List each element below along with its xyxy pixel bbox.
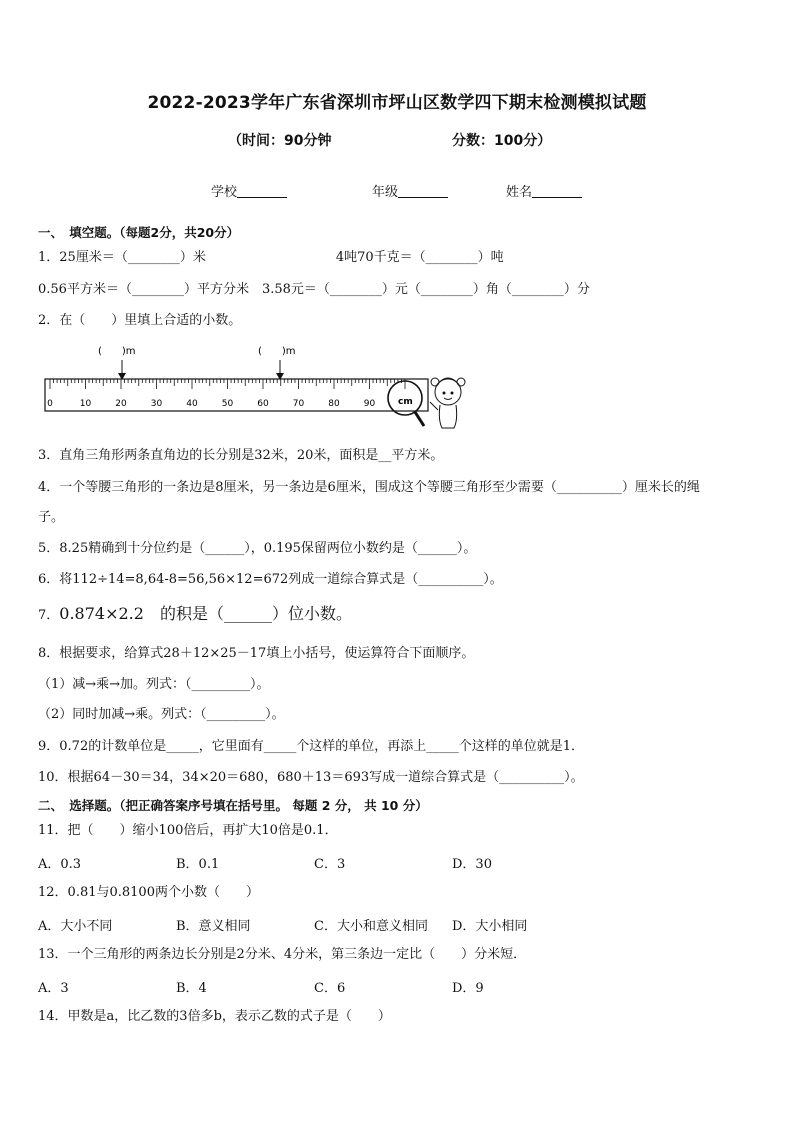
ruler-figure <box>40 340 480 435</box>
ruler-tick-label: 10 <box>79 399 92 409</box>
school-blank <box>237 183 287 198</box>
q13-option-d: D．9 <box>452 981 484 996</box>
name-field <box>506 181 582 200</box>
question-1b: 0.56平方米＝（________）平方分米 3.58元＝（________）元（________）角（________）分 <box>38 282 590 297</box>
ruler-tick-label: 90 <box>363 399 376 409</box>
grade-field <box>372 181 448 200</box>
magnifier-handle <box>415 412 424 426</box>
question-7-expression: 0.874×2.2 的积是（______）位小数。 <box>59 604 352 623</box>
grade-label: 年级 <box>372 185 399 200</box>
q12-option-c: C．大小和意义相同 <box>314 919 428 934</box>
ruler-tick-label: 60 <box>257 399 269 409</box>
q12-option-d: D．大小相同 <box>452 919 528 934</box>
ruler-tick-label: 80 <box>328 399 340 409</box>
question-6: 6．将112÷14=8,64-8=56,56×12=672列成一道综合算式是（__________）。 <box>38 572 503 587</box>
ruler-tick-label: 0 <box>47 399 53 409</box>
score-label: 分数：100分） <box>452 133 552 149</box>
ruler-label-left: ( )m <box>98 346 136 357</box>
question-8: 8．根据要求，给算式28＋12×25－17填上小括号，使运算符合下面顺序。 <box>38 646 475 661</box>
grade-blank <box>398 183 448 198</box>
question-9: 9．0.72的计数单位是_____，它里面有_____个这样的单位，再添上_____个这样的单位就是1． <box>38 739 584 754</box>
question-8-1: （1）减→乘→加。列式：（_________）。 <box>38 677 270 692</box>
ruler-tick-label: 40 <box>186 399 198 409</box>
q13-option-b: B．4 <box>176 981 207 996</box>
question-5: 5．8.25精确到十分位约是（______），0.195保留两位小数约是（______）。 <box>38 541 477 556</box>
girl-illustration-icon <box>430 378 465 428</box>
q11-option-d: D．30 <box>452 857 492 872</box>
question-4a: 4．一个等腰三角形的一条边是8厘米，另一条边是6厘米，围成这个等腰三角形至少需要（__________）厘米长的绳 <box>38 480 700 495</box>
question-13: 13．一个三角形的两条边长分别是2分米、4分米，第三条边一定比（ ）分米短． <box>38 947 527 962</box>
q11-option-b: B．0.1 <box>176 857 220 872</box>
question-7-number: 7． <box>38 608 60 623</box>
ruler-label-right: ( )m <box>258 346 296 357</box>
question-10: 10．根据64－30＝34，34×20＝680，680＋13＝693写成一道综合算式是（__________）。 <box>38 770 584 785</box>
ruler-tick-label: 50 <box>221 399 234 409</box>
question-2: 2．在（ ）里填上合适的小数。 <box>38 313 242 328</box>
page-title: 2022-2023学年广东省深圳市坪山区数学四下期末检测模拟试题 <box>147 93 647 113</box>
question-1a: 1．25厘米＝（________）米 4吨70千克＝（________）吨 <box>38 250 504 265</box>
q12-option-a: A．大小不同 <box>38 919 113 934</box>
q13-option-c: C．6 <box>314 981 346 996</box>
question-12: 12．0.81与0.8100两个小数（ ） <box>38 885 259 900</box>
school-label: 学校 <box>211 185 238 200</box>
name-blank <box>532 183 582 198</box>
q13-option-a: A．3 <box>38 981 69 996</box>
question-8-2: （2）同时加减→乘。列式：（_________）。 <box>38 707 285 722</box>
ruler-tick-label: 70 <box>292 399 305 409</box>
section2-heading: 二、 选择题。（把正确答案序号填在括号里。 每题 2 分， 共 10 分） <box>38 798 428 813</box>
question-11: 11．把（ ）缩小100倍后，再扩大10倍是0.1． <box>38 823 338 838</box>
ruler-tick-label: 30 <box>150 399 163 409</box>
ruler-unit: cm <box>398 397 413 407</box>
name-label: 姓名 <box>506 185 533 200</box>
question-4b: 子。 <box>38 510 65 525</box>
school-field <box>211 181 287 200</box>
section1-heading: 一、 填空题。（每题2分，共20分） <box>38 225 240 240</box>
q11-option-c: C．3 <box>314 857 346 872</box>
q11-option-a: A．0.3 <box>38 857 82 872</box>
question-14: 14．甲数是a，比乙数的3倍多b，表示乙数的式子是（ ） <box>38 1009 391 1024</box>
q12-option-b: B．意义相同 <box>176 919 251 934</box>
ruler-tick-label: 20 <box>115 399 127 409</box>
question-7 <box>38 605 352 625</box>
question-3: 3．直角三角形两条直角边的长分别是32米，20米，面积是__平方米。 <box>38 448 444 463</box>
time-label: （时间：90分钟 <box>228 133 332 149</box>
